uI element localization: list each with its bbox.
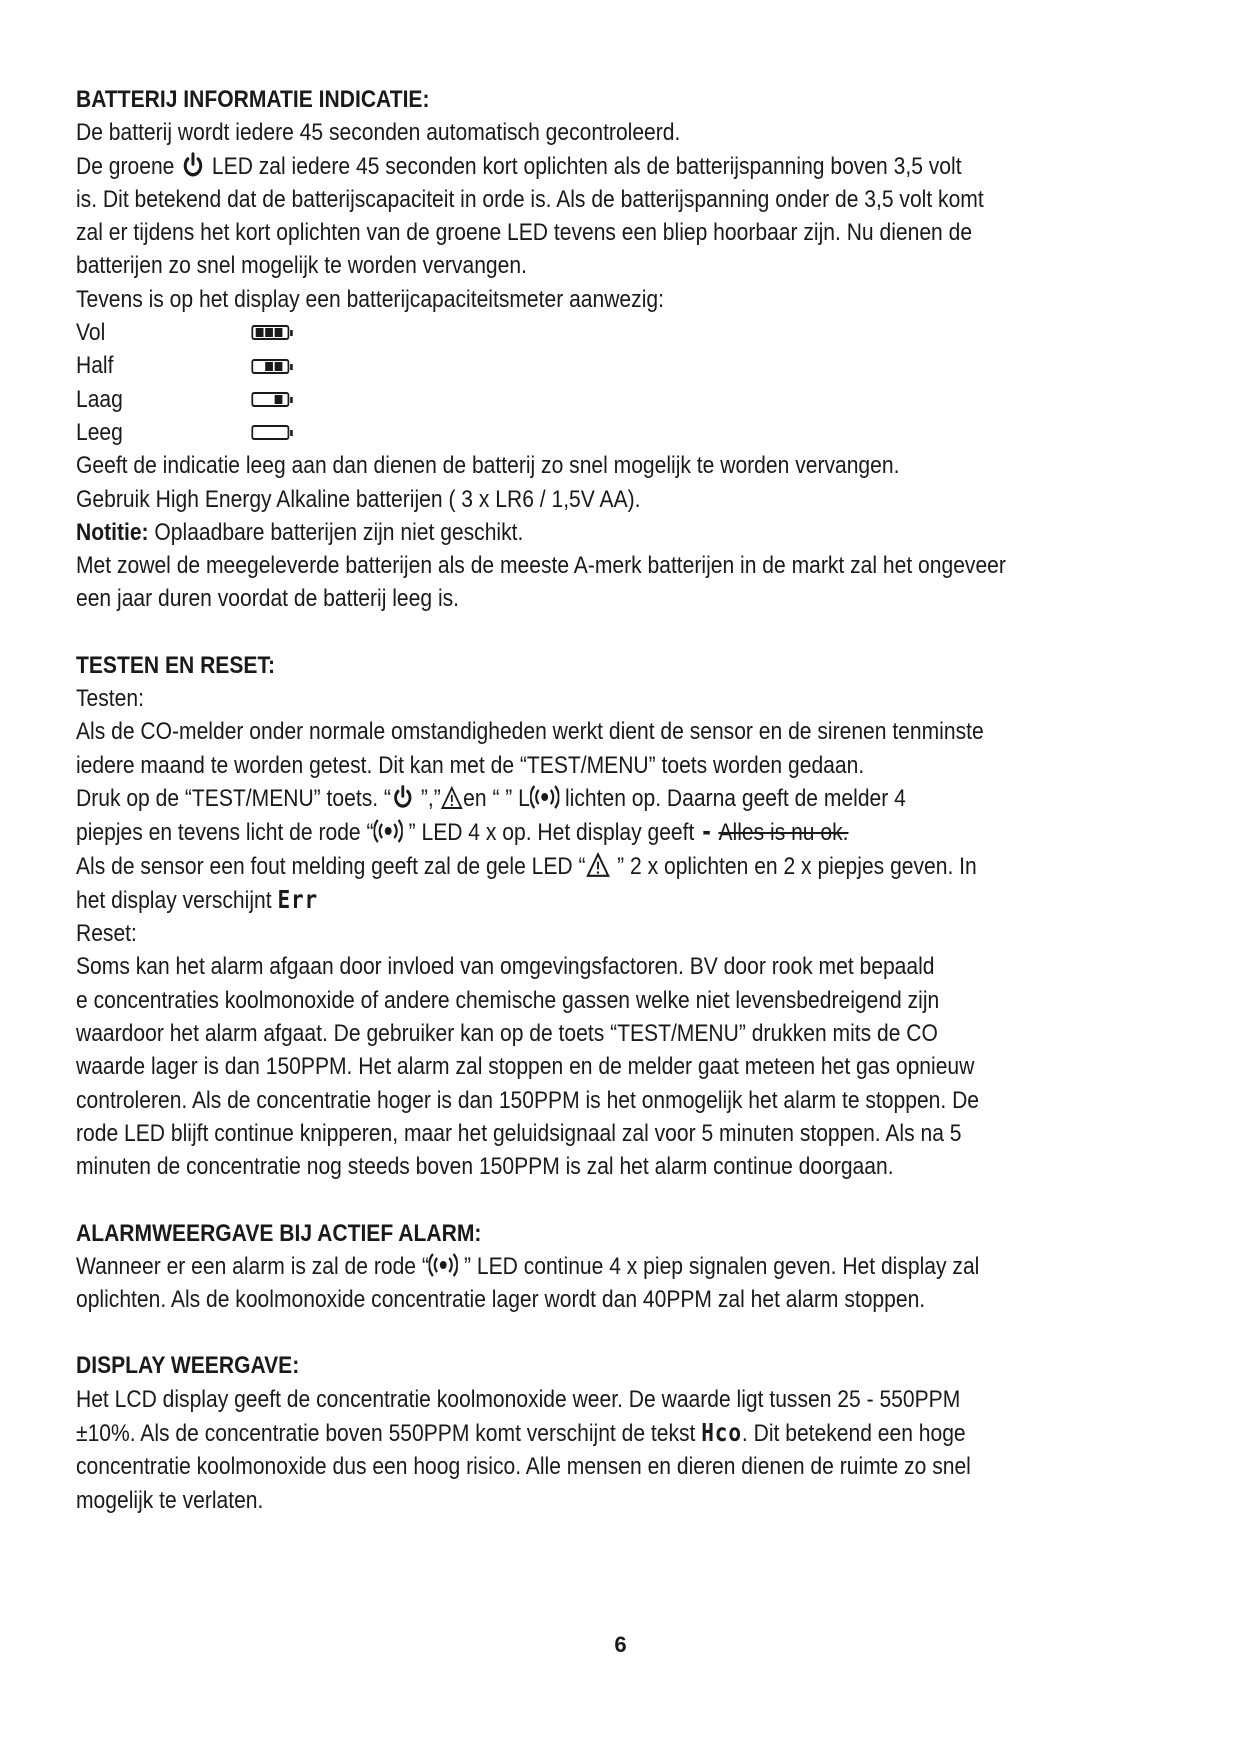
battery-para-pre: De groene	[76, 152, 175, 180]
alarm-heading: ALARMWEERGAVE BIJ ACTIEF ALARM:	[76, 1219, 482, 1247]
testing-sub: Testen:	[76, 685, 144, 713]
power-icon	[391, 784, 415, 810]
reset-sub: Reset:	[76, 920, 137, 948]
page-number: 6	[614, 1632, 627, 1657]
text-span: Als de sensor een fout melding geeft zal de gele LED “	[76, 852, 586, 880]
testing-line6	[76, 883, 1177, 917]
text-span: het display verschijnt	[76, 886, 278, 914]
text-span: . Dit betekend een hoge	[741, 1419, 966, 1447]
display-dash-code: -	[700, 817, 714, 847]
alarm-line2: oplichten. Als de koolmonoxide concentratie lager wordt dan 40PPM zal het alarm stoppen.	[76, 1286, 926, 1314]
text-span: ” LED continue 4 x piep signalen geven. Het display zal	[458, 1252, 980, 1280]
battery-level-icon	[251, 425, 289, 440]
testing-line1: Als de CO-melder onder normale omstandigheden werkt dient de sensor en de sirenen tenminste	[76, 718, 984, 746]
error-code: Err	[277, 884, 319, 914]
battery-para-line2: is. Dit betekend dat de batterijscapaciteit in orde is. Als de batterijspanning onder de 3,5 volt komt	[76, 185, 984, 213]
battery-para-line4: batterijen zo snel mogelijk te worden vervangen.	[76, 252, 527, 280]
testing-line2: iedere maand te worden getest. Dit kan met de “TEST/MENU” toets worden gedaan.	[76, 751, 865, 779]
testing-line4	[76, 815, 1177, 849]
level-empty	[76, 416, 1177, 449]
notitie-label: Notitie:	[76, 518, 149, 546]
testing-line5	[76, 850, 1177, 883]
warning-icon	[586, 852, 612, 878]
level-label: Vol	[76, 319, 106, 347]
level-label: Half	[76, 352, 114, 380]
notitie	[76, 516, 1177, 549]
hco-code: Hco	[701, 1417, 742, 1447]
text-span: en “ ” L	[463, 784, 530, 812]
alarm-line1	[76, 1250, 1177, 1283]
use-note: Gebruik High Energy Alkaline batterijen ( 3 x LR6 / 1,5V AA).	[76, 485, 641, 513]
notitie-text: Oplaadbare batterijen zijn niet geschikt.	[148, 518, 524, 546]
text-span: lichten op. Daarna geeft de melder 4	[565, 784, 906, 812]
level-label: Laag	[76, 385, 123, 413]
battery-level-icon	[251, 325, 289, 340]
empty-note: Geeft de indicatie leeg aan dan dienen de batterij zo snel mogelijk te worden vervangen.	[76, 452, 900, 480]
display-line1: Het LCD display geeft de concentratie koolmonoxide weer. De waarde ligt tussen 25 - 550PPM	[76, 1385, 961, 1413]
reset-line: e concentraties koolmonoxide of andere chemische gassen welke niet levensbedreigend zijn	[76, 986, 940, 1014]
battery-level-icon	[251, 392, 289, 407]
warning-icon	[441, 786, 463, 810]
testing-heading: TESTEN EN RESET:	[76, 651, 276, 679]
alarm-signal-icon	[429, 1252, 458, 1278]
alarm-signal-icon	[374, 818, 403, 844]
battery-para-post: LED zal iedere 45 seconden kort oplichten als de batterijspanning boven 3,5 volt	[211, 152, 962, 180]
power-icon	[180, 152, 206, 178]
reset-line: rode LED blijft continue knipperen, maar het geluidsignaal zal voor 5 minuten stoppen. Als na 5	[76, 1119, 962, 1147]
life-line1: Met zowel de meegeleverde batterijen als de meeste A-merk batterijen in de markt zal het ongeveer	[76, 552, 1006, 580]
display-line4: mogelijk te verlaten.	[76, 1486, 264, 1514]
battery-line1: De batterij wordt iedere 45 seconden automatisch gecontroleerd.	[76, 119, 681, 147]
level-full	[76, 316, 1177, 349]
reset-line: waarde lager is dan 150PPM. Het alarm zal stoppen en de melder gaat meteen het gas opnieuw	[76, 1053, 975, 1081]
page-text	[76, 83, 1177, 1517]
display-heading: DISPLAY WEERGAVE:	[76, 1352, 300, 1380]
display-line3: concentratie koolmonoxide dus een hoog risico. Alle mensen en dieren dienen de ruimte zo snel	[76, 1453, 971, 1481]
battery-heading: BATTERIJ INFORMATIE INDICATIE:	[76, 86, 430, 113]
reset-line: minuten de concentratie nog steeds boven 150PPM is zal het alarm continue doorgaan.	[76, 1153, 894, 1181]
text-span: Druk op de “TEST/MENU” toets. “	[76, 784, 391, 812]
text-span: ±10%. Als de concentratie boven 550PPM komt verschijnt de tekst	[76, 1419, 702, 1447]
reset-line: controleren. Als de concentratie hoger is dan 150PPM is het onmogelijk het alarm te stoppen. De	[76, 1086, 980, 1114]
battery-level-icon	[251, 359, 289, 374]
level-half	[76, 349, 1177, 382]
alarm-signal-icon	[530, 784, 559, 810]
text-span: ”,”	[415, 784, 441, 812]
life-line2: een jaar duren voordat de batterij leeg is.	[76, 585, 460, 613]
display-line2	[76, 1416, 1177, 1450]
battery-para-line1	[76, 150, 1177, 183]
level-low	[76, 383, 1177, 416]
meter-intro: Tevens is op het display een batterijcapaciteitsmeter aanwezig:	[76, 285, 664, 313]
battery-para-line3: zal er tijdens het kort oplichten van de groene LED tevens een bliep hoorbaar zijn. Nu dienen de	[76, 219, 973, 247]
text-span: ” LED 4 x op. Het display geeft	[402, 819, 701, 847]
level-label: Leeg	[76, 418, 123, 446]
reset-line: waardoor het alarm afgaat. De gebruiker kan op de toets “TEST/MENU” drukken mits de CO	[76, 1020, 938, 1048]
text-span: piepjes en tevens licht de rode “	[76, 819, 374, 847]
text-span: Wanneer er een alarm is zal de rode “	[76, 1252, 429, 1280]
text-span: ” 2 x oplichten en 2 x piepjes geven. In	[611, 852, 977, 880]
text-span: Alles is nu ok.	[718, 819, 849, 847]
testing-line3	[76, 782, 1177, 815]
reset-line: Soms kan het alarm afgaan door invloed van omgevingsfactoren. BV door rook met bepaald	[76, 953, 935, 981]
